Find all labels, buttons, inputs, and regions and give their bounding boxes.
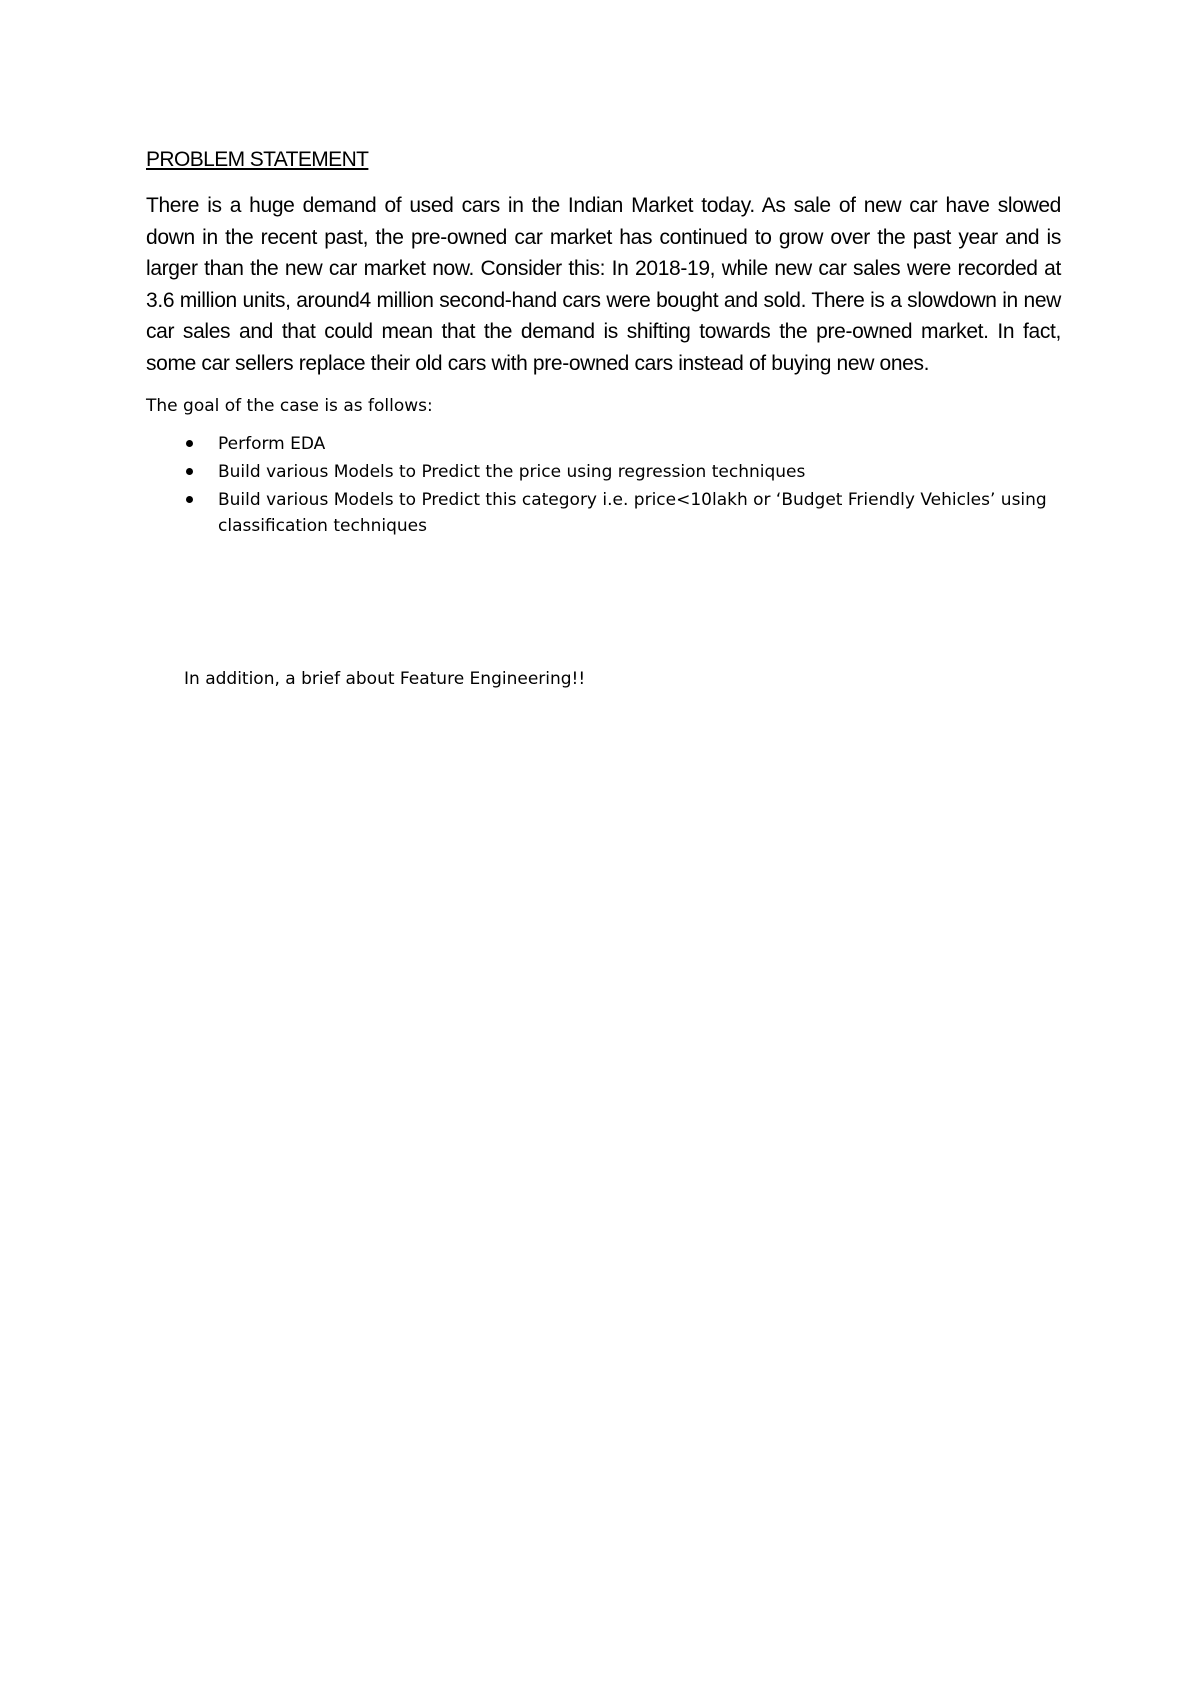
goal-list xyxy=(146,431,1061,539)
bullet-icon xyxy=(186,496,193,503)
goal-item-text: Build various Models to Predict the price using regression techniques xyxy=(218,462,806,482)
intro-paragraph: There is a huge demand of used cars in the Indian Market today. As sale of new car have slowed down in the recent past, the pre-owned car market has continued to grow over the past year and is larger than the new car market now. Consider this: In 2018-19, while new car sales were recorded at 3.6 million units, around4 million second-hand cars were bought and sold. There is a slowdown in new car sales and that could mean that the demand is shifting towards the pre-owned market. In fact, some car sellers replace their old cars with pre-owned cars instead of buying new ones. xyxy=(146,194,1061,375)
goal-item xyxy=(146,487,1061,539)
bullet-icon xyxy=(186,468,193,475)
goal-item-text: Build various Models to Predict this category i.e. price<10lakh or ‘Budget Friendly Vehicles’ using classification techniques xyxy=(218,490,1047,536)
goal-item xyxy=(146,459,1061,485)
bullet-icon xyxy=(186,440,193,447)
goal-item xyxy=(146,431,1061,457)
goal-intro: The goal of the case is as follows: xyxy=(146,396,433,416)
document-content xyxy=(146,146,1061,689)
problem-statement-heading: PROBLEM STATEMENT xyxy=(146,148,369,171)
addition-note: In addition, a brief about Feature Engineering!! xyxy=(184,669,586,689)
goal-item-text: Perform EDA xyxy=(218,434,326,454)
